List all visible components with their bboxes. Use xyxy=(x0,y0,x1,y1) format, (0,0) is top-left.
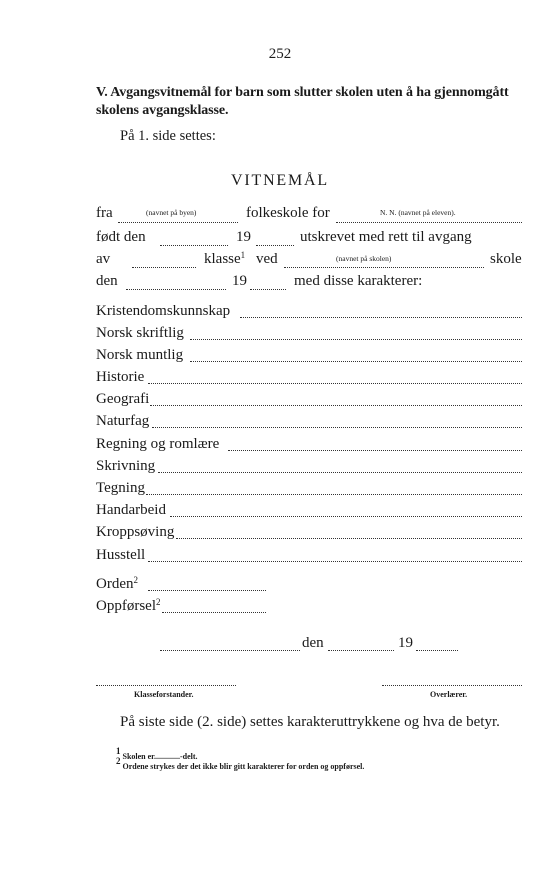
certificate-title: VITNEMÅL xyxy=(231,172,329,189)
label-med-disse-karakterer: med disse karakterer: xyxy=(294,273,423,289)
section-heading: V. Avgangsvitnemål for barn som slutter skolen uten å ha gjennomgått skolens avgangsklasse. xyxy=(96,85,509,118)
subject-label: Naturfag xyxy=(96,413,150,429)
field-signature-date xyxy=(328,650,394,651)
label-head-teacher: Overlærer. xyxy=(430,690,468,699)
conduct-label-orden: Orden$^2$ xyxy=(96,575,138,592)
label-den: den xyxy=(96,273,118,289)
grade-field xyxy=(158,472,522,473)
conduct-label-oppforsel: Oppførsel$^2$ xyxy=(96,597,161,614)
subject-label: Regning og romlære xyxy=(96,436,220,452)
label-klasse: klasse$^1$ xyxy=(204,250,246,267)
field-class xyxy=(132,267,196,268)
field-signature-year xyxy=(416,650,458,651)
grade-field xyxy=(148,561,522,562)
subject-label: Geografi xyxy=(96,391,150,407)
label-folkeskole-for: folkeskole for xyxy=(246,205,330,221)
field-leaving-date xyxy=(126,289,226,290)
subject-label: Historie xyxy=(96,369,145,385)
label-fra: fra xyxy=(96,205,113,221)
placeholder-school-name: (navnet på skolen) xyxy=(336,254,392,263)
label-year-19: 19 xyxy=(236,229,251,245)
label-ved: ved xyxy=(256,251,278,267)
grade-field xyxy=(240,317,522,318)
subject-label: Husstell xyxy=(96,547,146,563)
field-city xyxy=(118,222,238,223)
field-school-name xyxy=(284,267,484,268)
subject-label: Handarbeid xyxy=(96,502,166,518)
grade-field xyxy=(148,383,522,384)
label-utskrevet: utskrevet med rett til avgang xyxy=(300,229,472,245)
label-signature-year: 19 xyxy=(398,635,413,651)
subject-label: Tegning xyxy=(96,480,145,496)
page-number: 252 xyxy=(268,46,292,62)
intro-note: På 1. side settes: xyxy=(120,128,216,144)
field-birth-date xyxy=(160,245,228,246)
grade-field xyxy=(170,516,522,517)
field-leaving-year xyxy=(250,289,286,290)
label-year-19-leaving: 19 xyxy=(232,273,247,289)
subject-label: Norsk muntlig xyxy=(96,347,184,363)
subject-label: Norsk skriftlig xyxy=(96,325,184,341)
placeholder-city: (navnet på byen) xyxy=(146,208,197,217)
grade-field xyxy=(190,339,522,340)
grade-field-orden xyxy=(148,590,266,591)
subject-label: Kristendomskunnskap xyxy=(96,303,231,319)
footnote-1: $^1$ Skolen er.............-delt. xyxy=(116,746,198,761)
label-skole: skole xyxy=(490,251,522,267)
label-fodt-den: født den xyxy=(96,229,146,245)
grade-field xyxy=(176,538,522,539)
grade-field xyxy=(146,494,522,495)
placeholder-student-name: N. N. (navnet på eleven). xyxy=(380,208,456,217)
label-av: av xyxy=(96,251,111,267)
field-birth-year xyxy=(256,245,294,246)
field-student-name xyxy=(336,222,522,223)
footnote-2: $^2$ Ordene strykes der det ikke blir gitt karakterer for orden og oppførsel. xyxy=(116,756,365,771)
subject-label: Skrivning xyxy=(96,458,156,474)
label-signature-den: den xyxy=(302,635,324,651)
signature-line-class-teacher xyxy=(96,685,236,686)
signature-line-head-teacher xyxy=(382,685,522,686)
label-class-teacher: Klasseforstander. xyxy=(134,690,194,699)
grade-field xyxy=(150,405,522,406)
grade-field xyxy=(190,361,522,362)
grade-field xyxy=(152,427,522,428)
closing-note: På siste side (2. side) settes karakteruttrykkene og hva de betyr. xyxy=(120,714,500,730)
grade-field xyxy=(228,450,522,451)
grade-field-oppforsel xyxy=(162,612,266,613)
field-place xyxy=(160,650,300,651)
subject-label: Kroppsøving xyxy=(96,524,175,540)
